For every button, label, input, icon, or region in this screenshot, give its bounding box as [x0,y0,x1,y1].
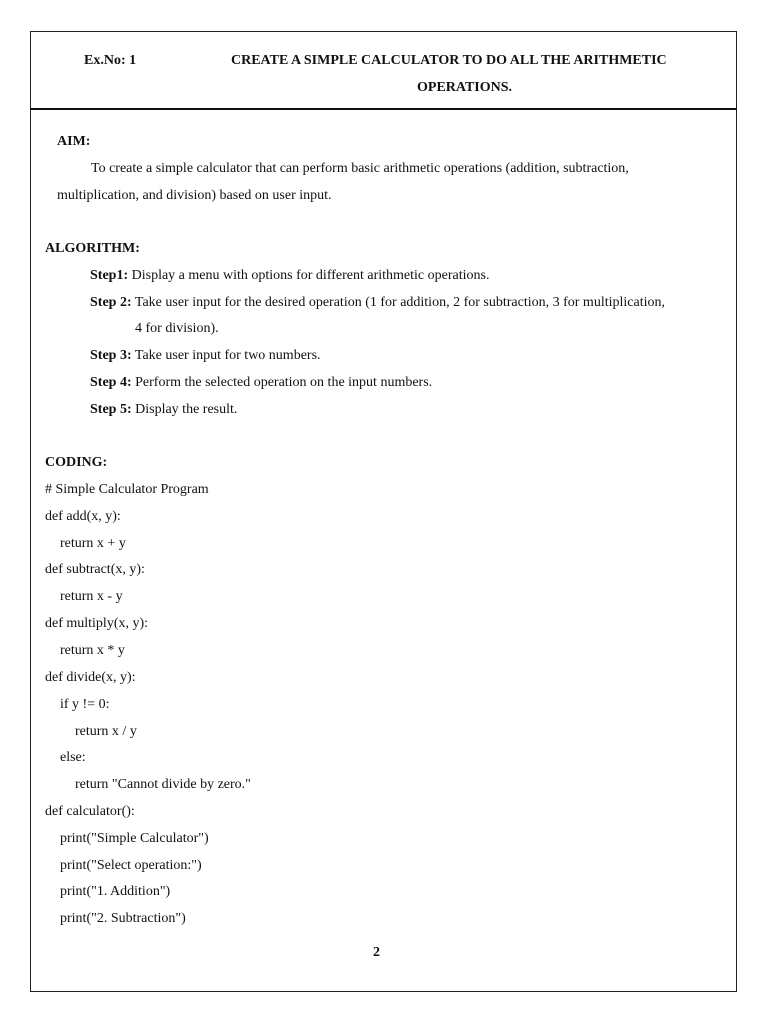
header-divider [30,108,737,110]
algorithm-step [90,267,489,285]
code-line: print("2. Subtraction") [60,911,186,926]
coding-heading: CODING: [45,455,108,470]
code-line: def calculator(): [45,804,135,819]
code-line: def subtract(x, y): [45,562,145,577]
code-line: if y != 0: [60,697,110,712]
step-label: Step 2: [90,295,132,310]
code-line: return x / y [75,724,137,739]
code-line: return x + y [60,536,126,551]
algorithm-step [90,347,321,365]
code-line: else: [60,750,86,765]
code-line: print("Simple Calculator") [60,831,209,846]
step-label: Step 5: [90,402,132,417]
step-text: Display the result. [131,402,238,417]
page-title-line2: OPERATIONS. [417,80,513,95]
code-line: # Simple Calculator Program [45,482,209,497]
algorithm-step [90,294,665,312]
code-line: def add(x, y): [45,509,121,524]
exercise-number: Ex.No: 1 [84,53,137,68]
aim-text-line2: multiplication, and division) based on user input. [57,188,332,203]
page-title-line1: CREATE A SIMPLE CALCULATOR TO DO ALL THE ARITHMETIC [231,53,667,68]
code-line: return "Cannot divide by zero." [75,777,251,792]
aim-text-line1: To create a simple calculator that can perform basic arithmetic operations (addition, subtraction, [91,161,629,176]
algorithm-heading: ALGORITHM: [45,241,140,256]
step-continuation: 4 for division). [135,321,219,336]
step-text: Take user input for two numbers. [131,348,321,363]
step-label: Step 4: [90,375,132,390]
aim-heading: AIM: [57,134,91,149]
code-line: return x * y [60,643,125,658]
code-line: print("Select operation:") [60,858,202,873]
code-line: def divide(x, y): [45,670,136,685]
code-line: def multiply(x, y): [45,616,149,631]
algorithm-step [90,401,237,419]
step-label: Step1: [90,268,129,283]
step-text: Display a menu with options for different arithmetic operations. [128,268,490,283]
step-text: Take user input for the desired operation (1 for addition, 2 for subtraction, 3 for multiplication, [131,295,665,310]
step-label: Step 3: [90,348,132,363]
step-text: Perform the selected operation on the input numbers. [131,375,433,390]
code-line: print("1. Addition") [60,884,171,899]
code-line: return x - y [60,589,123,604]
page-number: 2 [373,945,380,960]
algorithm-step [90,374,432,392]
